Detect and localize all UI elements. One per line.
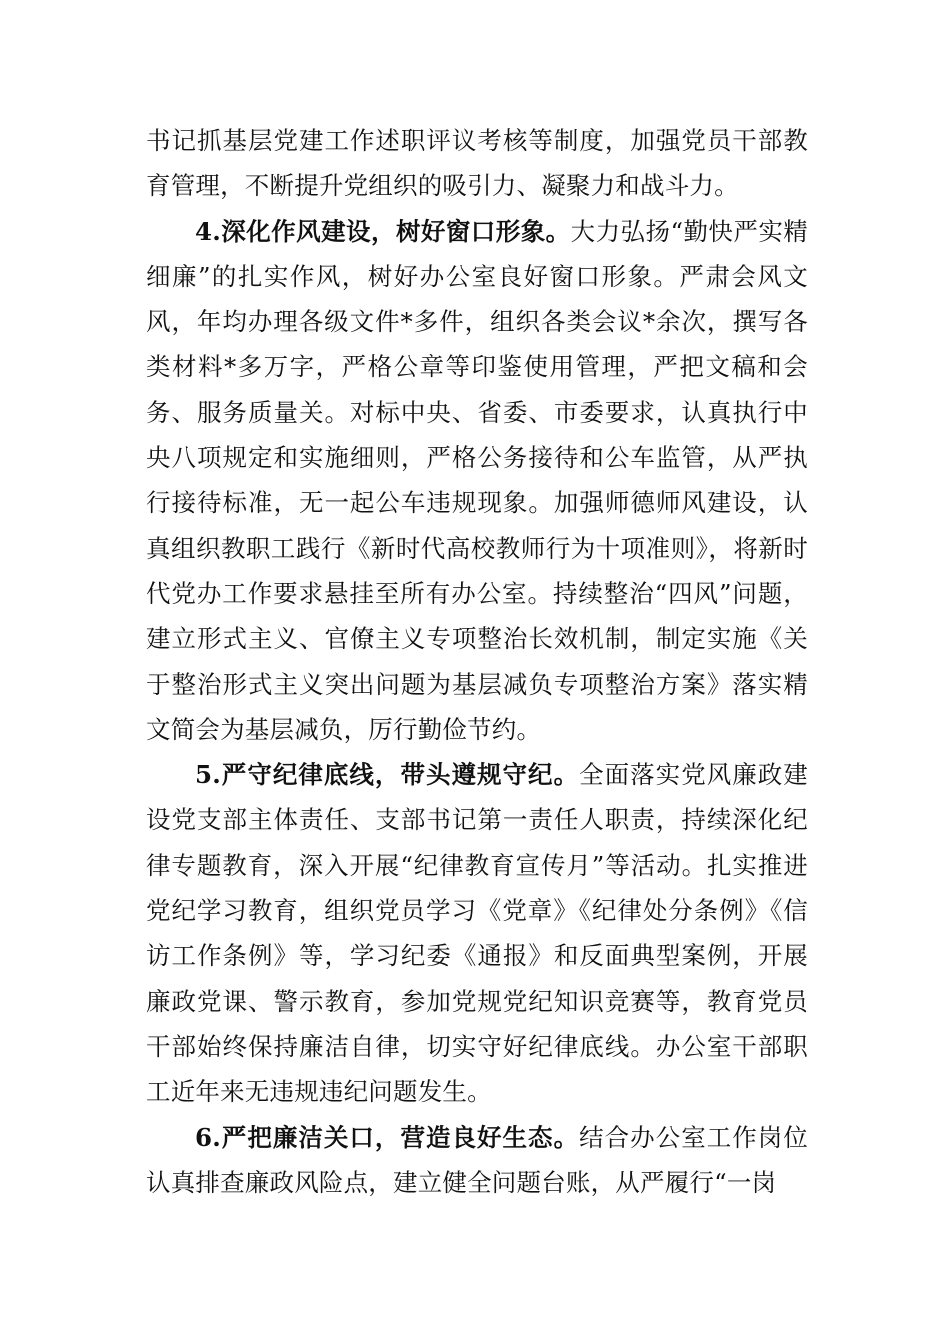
paragraph-4 xyxy=(146,209,808,753)
paragraph-text: 大力弘扬“勤快严实精细廉”的扎实作风，树好办公室良好窗口形象。严肃会风文风，年均办理各级文件*多件，组织各类会议*余次，撰写各类材料*多万字，严格公章等印鉴使用管理，严把文稿和会务、服务质量关。对标中央、省委、市委要求，认真执行中央八项规定和实施细则，严格公务接待和公车监管，从严执行接待标准，无一起公车违规现象。加强师德师风建设，认真组织教职工践行《新时代高校教师行为十项准则》，将新时代党办工作要求悬挂至所有办公室。持续整治“四风”问题，建立形式主义、官僚主义专项整治长效机制，制定实施《关于整治形式主义突出问题为基层减负专项整治方案》落实精文简会为基层减负，厉行勤俭节约。 xyxy=(146,216,808,744)
item-heading: 深化作风建设，树好窗口形象。 xyxy=(220,216,571,246)
item-number: 4. xyxy=(195,216,221,246)
paragraph-text: 全面落实党风廉政建设党支部主体责任、支部书记第一责任人职责，持续深化纪律专题教育，深入开展“纪律教育宣传月”等活动。扎实推进党纪学习教育，组织党员学习《党章》《纪律处分条例》《信访工作条例》等，学习纪委《通报》和反面典型案例，开展廉政党课、警示教育，参加党规党纪知识竞赛等，教育党员干部始终保持廉洁自律，切实守好纪律底线。办公室干部职工近年来无违规违纪问题发生。 xyxy=(146,760,808,1107)
item-heading: 严守纪律底线，带头遵规守纪。 xyxy=(220,760,580,790)
paragraph-text: 结合办公室工作岗位认真排查廉政风险点，建立健全问题台账，从严履行“一岗 xyxy=(146,1122,808,1197)
paragraph-5 xyxy=(146,752,808,1114)
paragraph-continued xyxy=(146,118,808,209)
item-number: 5. xyxy=(195,760,221,790)
item-number: 6. xyxy=(195,1122,221,1152)
paragraph-text: 书记抓基层党建工作述职评议考核等制度，加强党员干部教育管理，不断提升党组织的吸引力、凝聚力和战斗力。 xyxy=(146,126,808,201)
document-body xyxy=(146,118,808,1205)
paragraph-6 xyxy=(146,1115,808,1206)
item-heading: 严把廉洁关口，营造良好生态。 xyxy=(220,1122,580,1152)
